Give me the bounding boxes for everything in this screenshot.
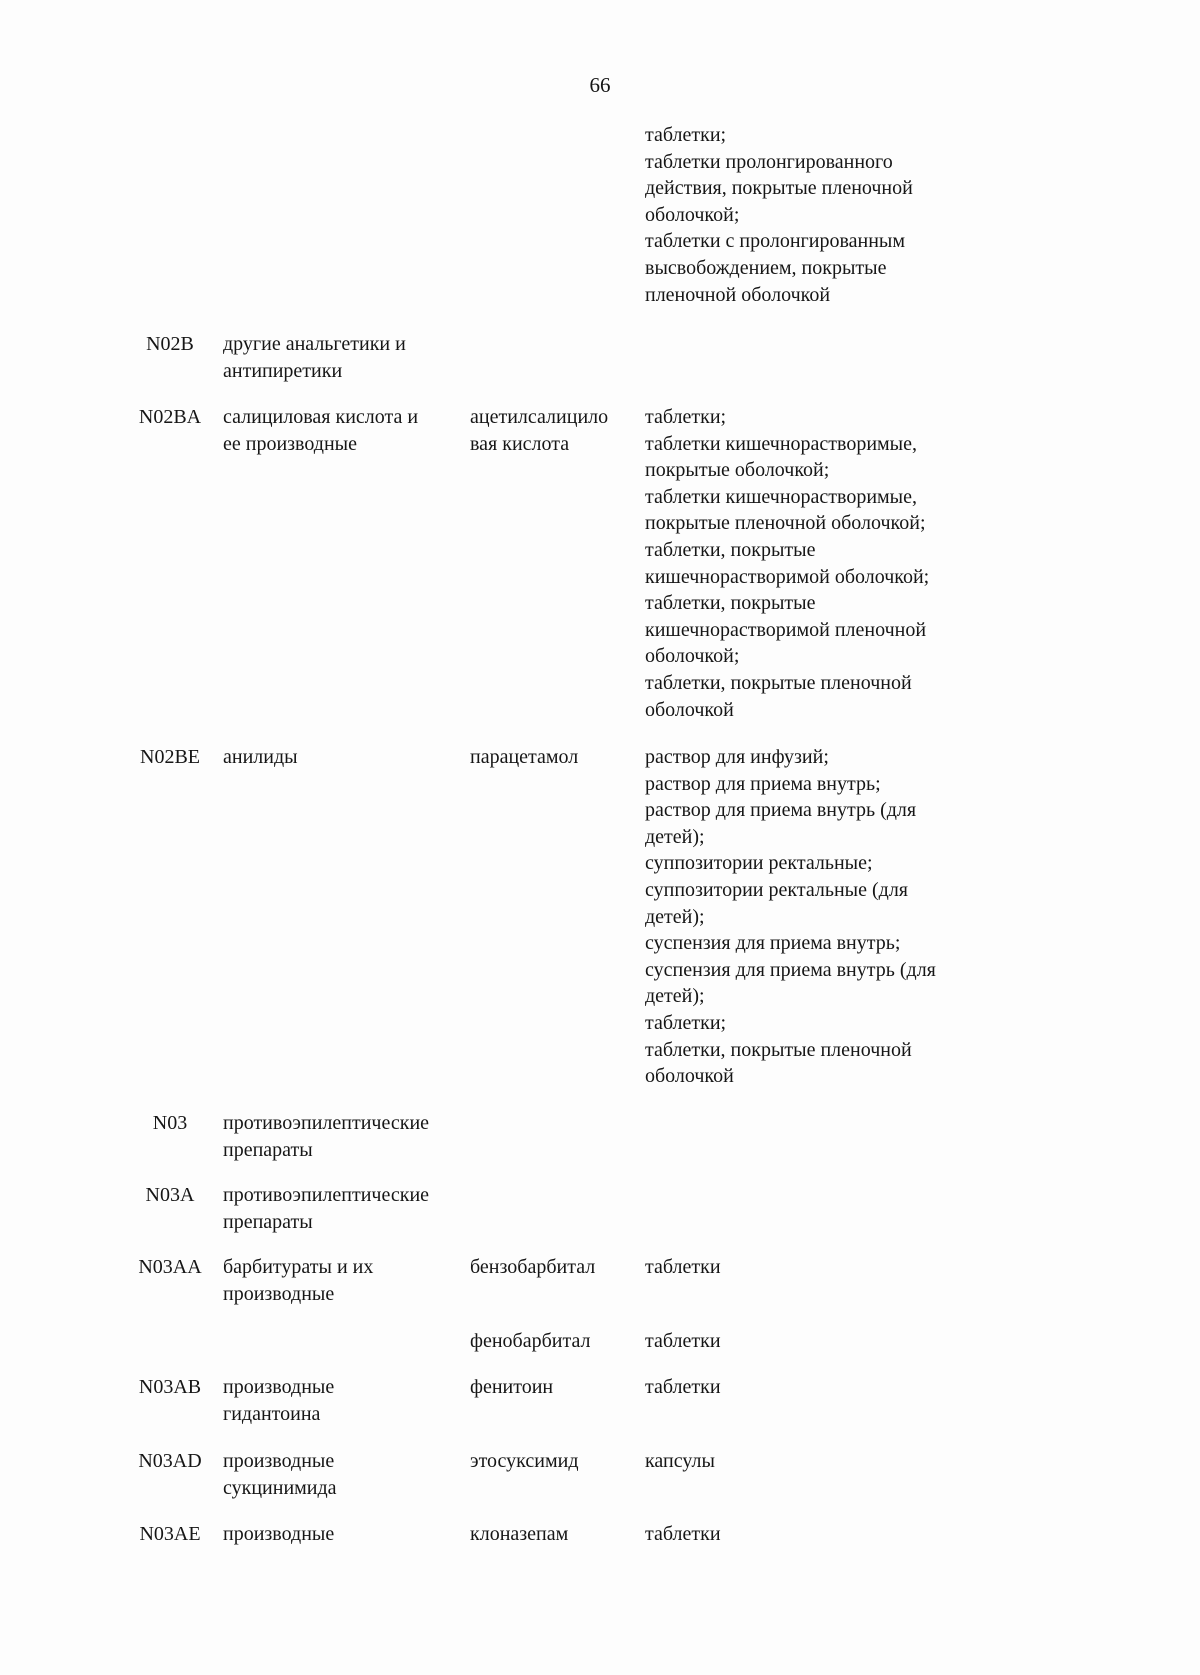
dosage-form-line: оболочкой xyxy=(645,698,734,721)
group-line: анилиды xyxy=(223,746,298,768)
dosage-form-line: таблетки xyxy=(645,1376,721,1398)
dosage-forms xyxy=(645,404,990,723)
drug-name xyxy=(470,404,640,457)
atc-code: N03AE xyxy=(139,1523,201,1545)
atc-group xyxy=(223,1182,468,1235)
dosage-form-line: покрытые оболочкой; xyxy=(645,459,830,482)
atc-code: N02BA xyxy=(138,406,202,428)
dosage-form-line: таблетки с пролонгированным xyxy=(645,230,906,253)
dosage-form-line: раствор для приема внутрь; xyxy=(645,772,881,795)
dosage-form-line: покрытые пленочной оболочкой; xyxy=(645,512,926,535)
atc-group xyxy=(223,1448,468,1501)
group-line: другие анальгетики и xyxy=(223,333,406,355)
dosage-form-line: таблетки, покрытые xyxy=(645,538,816,561)
drug-line: парацетамол xyxy=(470,746,579,768)
dosage-form-line: таблетки, покрытые пленочной xyxy=(645,671,912,694)
drug-line: вая кислота xyxy=(470,432,570,455)
atc-group xyxy=(223,1521,468,1548)
dosage-form-line: высвобождением, покрытые xyxy=(645,256,887,279)
atc-code: N03AA xyxy=(138,1256,202,1278)
atc-code: N03AB xyxy=(138,1376,202,1398)
dosage-form-line: детей); xyxy=(645,825,705,848)
group-line: производные xyxy=(223,1282,335,1305)
dosage-form-line: кишечнорастворимой оболочкой; xyxy=(645,565,930,588)
drug-name xyxy=(470,744,640,771)
group-line: салициловая кислота и xyxy=(223,406,419,428)
atc-code: N03AD xyxy=(138,1450,202,1472)
dosage-form-line: таблетки; xyxy=(645,1011,727,1034)
atc-group xyxy=(223,1254,468,1307)
dosage-forms xyxy=(645,1328,990,1355)
dosage-form-line: таблетки кишечнорастворимые, xyxy=(645,485,917,508)
dosage-form-line: оболочкой; xyxy=(645,645,740,668)
dosage-form-line: таблетки пролонгированного xyxy=(645,150,893,173)
dosage-form-line: пленочной оболочкой xyxy=(645,283,831,306)
dosage-form-line: раствор для приема внутрь (для xyxy=(645,799,917,822)
drug-name xyxy=(470,1448,640,1475)
atc-group xyxy=(223,744,468,771)
dosage-form-line: суспензия для приема внутрь; xyxy=(645,932,901,955)
group-line: производные xyxy=(223,1523,335,1545)
dosage-forms xyxy=(645,1448,990,1475)
drug-line: этосуксимид xyxy=(470,1450,579,1472)
group-line: противоэпилептические xyxy=(223,1112,430,1134)
group-line: антипиретики xyxy=(223,359,343,382)
drug-line: фенитоин xyxy=(470,1376,554,1398)
group-line: препараты xyxy=(223,1138,313,1161)
atc-group xyxy=(223,404,468,457)
page-number: 66 xyxy=(589,73,611,97)
dosage-forms xyxy=(645,744,990,1090)
atc-code: N02B xyxy=(146,333,194,355)
dosage-form-line: раствор для инфузий; xyxy=(645,746,829,768)
dosage-form-line: таблетки кишечнорастворимые, xyxy=(645,432,917,455)
group-line: сукцинимида xyxy=(223,1476,337,1499)
dosage-form-line: оболочкой xyxy=(645,1065,734,1088)
group-line: ее производные xyxy=(223,432,357,455)
drug-line: фенобарбитал xyxy=(470,1330,591,1352)
dosage-form-line: действия, покрытые пленочной xyxy=(645,177,913,200)
dosage-form-line: таблетки xyxy=(645,1256,721,1278)
drug-name xyxy=(470,1374,640,1401)
dosage-form-line: детей); xyxy=(645,985,705,1008)
dosage-form-line: таблетки xyxy=(645,1523,721,1545)
atc-code: N03 xyxy=(152,1112,188,1134)
dosage-form-line: оболочкой; xyxy=(645,203,740,226)
atc-group xyxy=(223,331,468,384)
dosage-form-line: таблетки; xyxy=(645,124,727,146)
dosage-form-line: таблетки, покрытые xyxy=(645,592,816,615)
dosage-forms xyxy=(645,1521,990,1548)
dosage-form-line: суспензия для приема внутрь (для xyxy=(645,958,936,981)
drug-line: ацетилсалицило xyxy=(470,406,609,428)
drug-line: бензобарбитал xyxy=(470,1256,596,1278)
drug-name xyxy=(470,1521,640,1548)
group-line: гидантоина xyxy=(223,1402,321,1425)
drug-name xyxy=(470,1254,640,1281)
dosage-form-line: суппозитории ректальные; xyxy=(645,852,873,875)
group-line: барбитураты и их xyxy=(223,1256,374,1278)
dosage-form-line: суппозитории ректальные (для xyxy=(645,878,909,901)
drug-line: клоназепам xyxy=(470,1523,569,1545)
dosage-forms xyxy=(645,122,990,308)
dosage-forms xyxy=(645,1374,990,1401)
atc-group xyxy=(223,1374,468,1427)
atc-code: N03A xyxy=(145,1184,195,1206)
atc-code: N02BE xyxy=(140,746,200,768)
dosage-form-line: капсулы xyxy=(645,1450,715,1472)
drug-name xyxy=(470,1328,640,1355)
dosage-form-line: таблетки xyxy=(645,1330,721,1352)
dosage-form-line: кишечнорастворимой пленочной xyxy=(645,618,927,641)
group-line: производные xyxy=(223,1376,335,1398)
group-line: препараты xyxy=(223,1210,313,1233)
dosage-forms xyxy=(645,1254,990,1281)
group-line: производные xyxy=(223,1450,335,1472)
dosage-form-line: детей); xyxy=(645,905,705,928)
atc-group xyxy=(223,1110,468,1163)
dosage-form-line: таблетки; xyxy=(645,406,727,428)
group-line: противоэпилептические xyxy=(223,1184,430,1206)
dosage-form-line: таблетки, покрытые пленочной xyxy=(645,1038,912,1061)
